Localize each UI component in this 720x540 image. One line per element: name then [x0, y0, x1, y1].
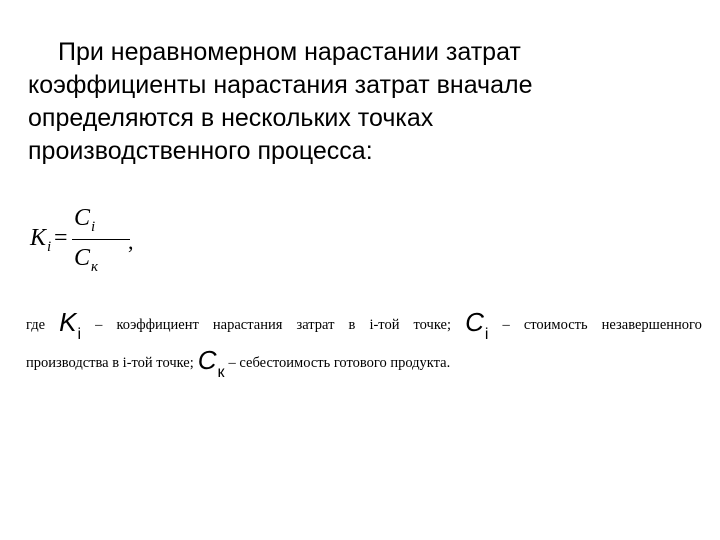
where-word: где [26, 317, 46, 333]
ci-symbol-letter: C [465, 307, 484, 337]
definition-word: стоимость [523, 317, 588, 333]
definition-word: i-той [369, 317, 400, 333]
definition-word: незавершенного [601, 317, 702, 333]
formula-denominator-subscript: к [91, 259, 99, 275]
paragraph-line: производственного процесса: [28, 137, 373, 165]
k-symbol-letter: K [59, 307, 77, 337]
formula-lhs-subscript: i [47, 239, 52, 255]
formula-denominator-symbol: C [74, 245, 91, 271]
cost-growth-formula [30, 205, 134, 280]
explanation-line-2 [26, 338, 451, 381]
k-symbol [59, 307, 82, 343]
definition-word: – [95, 317, 103, 333]
formula-lhs-symbol: K [30, 225, 47, 251]
formula-comma: , [128, 229, 134, 254]
definition-word: затрат [296, 317, 335, 333]
definition-word: – [502, 317, 510, 333]
definition-word: нарастания [212, 317, 283, 333]
formula-lhs [30, 225, 52, 255]
fraction-bar [72, 239, 130, 240]
definition-word: точке; [413, 317, 451, 333]
formula-denominator [74, 245, 99, 275]
definition-text: производства в i-той точке; [26, 355, 194, 371]
ck-symbol [197, 345, 225, 381]
ci-symbol [465, 307, 489, 343]
ck-symbol-subscript: к [217, 364, 225, 381]
ck-symbol-letter: C [197, 345, 217, 375]
paragraph-line: определяются в нескольких точках [28, 104, 434, 132]
ci-symbol-subscript: i [484, 326, 489, 343]
explanation-line-1 [26, 300, 702, 343]
definition-text: – себестоимость готового продукта. [228, 355, 451, 371]
paragraph-line: коэффициенты нарастания затрат вначале [28, 71, 533, 99]
formula-numerator-subscript: i [91, 219, 96, 235]
k-symbol-subscript: i [77, 326, 82, 343]
formula-equals: = [54, 225, 68, 251]
intro-paragraph [28, 36, 708, 168]
formula-numerator [74, 205, 96, 235]
definition-word: в [348, 317, 356, 333]
paragraph-line: При неравномерном нарастании затрат [58, 38, 521, 66]
formula-numerator-symbol: C [74, 205, 91, 231]
definition-word: коэффициент [116, 317, 199, 333]
